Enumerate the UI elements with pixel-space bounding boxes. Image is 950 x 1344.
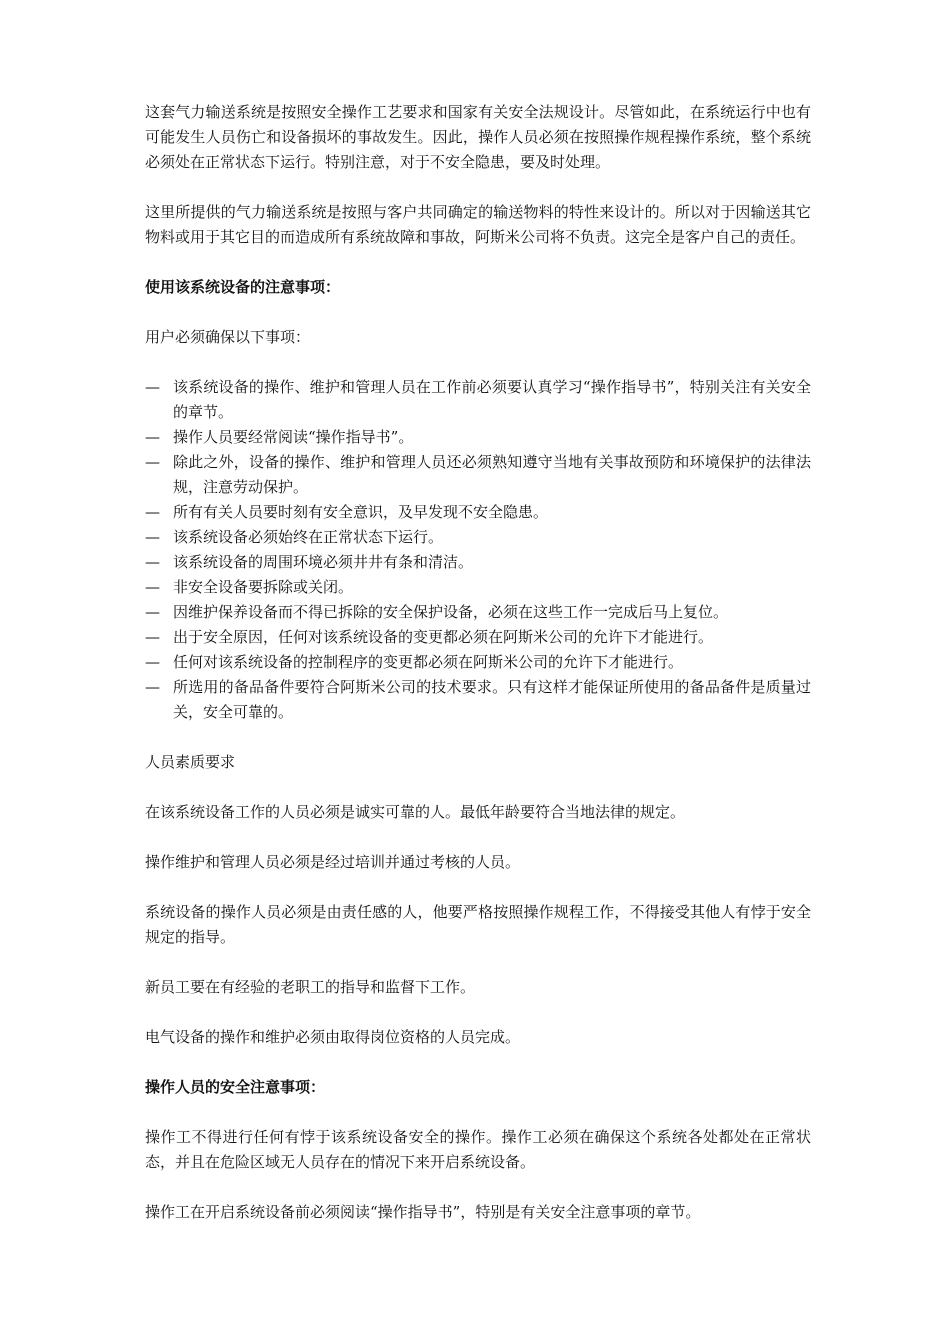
dash-bullet: — — [145, 553, 160, 571]
list-item-text: 该系统设备的操作、维护和管理人员在工作前必须要认真学习“操作指导书”，特别关注有关安全的章节。 — [173, 378, 811, 421]
list-item-text: 因维护保养设备而不得已拆除的安全保护设备，必须在这些工作一完成后马上复位。 — [173, 603, 729, 621]
section-heading-usage-notes: 使用该系统设备的注意事项： — [145, 278, 341, 296]
list-item-text: 除此之外，设备的操作、维护和管理人员还必须熟知遵守当地有关事故预防和环境保护的法律法规，注意劳动保护。 — [173, 453, 811, 496]
dash-bullet: — — [145, 678, 160, 696]
list-item — [145, 375, 811, 425]
operator-paragraph: 操作工不得进行任何有悖于该系统设备安全的操作。操作工必须在确保这个系统各处都处在正常状态，并且在危险区域无人员存在的情况下来开启系统设备。 — [145, 1128, 811, 1171]
document-page — [145, 100, 811, 1250]
list-item-text: 该系统设备的周围环境必须井井有条和清洁。 — [173, 553, 474, 571]
dash-bullet: — — [145, 378, 160, 396]
list-item-text: 非安全设备要拆除或关闭。 — [173, 578, 354, 596]
intro-paragraph-2: 这里所提供的气力输送系统是按照与客户共同确定的输送物料的特性来设计的。所以对于因输送其它物料或用于其它目的而造成所有系统故障和事故，阿斯米公司将不负责。这完全是客户自己的责任。 — [145, 203, 811, 246]
list-item — [145, 575, 811, 600]
dash-bullet: — — [145, 578, 160, 596]
intro-paragraph-1: 这套气力输送系统是按照安全操作工艺要求和国家有关安全法规设计。尽管如此，在系统运行中也有可能发生人员伤亡和设备损坏的事故发生。因此，操作人员必须在按照操作规程操作系统，整个系统必须处在正常状态下运行。特别注意，对于不安全隐患，要及时处理。 — [145, 103, 811, 171]
list-item-text: 操作人员要经常阅读“操作指导书”。 — [173, 428, 414, 446]
section-heading-personnel-requirements: 人员素质要求 — [145, 753, 236, 771]
personnel-paragraph: 操作维护和管理人员必须是经过培训并通过考核的人员。 — [145, 853, 521, 871]
list-item-text: 任何对该系统设备的控制程序的变更都必须在阿斯米公司的允许下才能进行。 — [173, 653, 684, 671]
list-item-text: 所有有关人员要时刻有安全意识，及早发现不安全隐患。 — [173, 503, 549, 521]
operator-paragraph: 操作工在开启系统设备前必须阅读“操作指导书”，特别是有关安全注意事项的章节。 — [145, 1203, 701, 1221]
list-item — [145, 425, 811, 450]
dash-bullet: — — [145, 503, 160, 521]
section-heading-operator-safety: 操作人员的安全注意事项： — [145, 1078, 326, 1096]
requirements-list — [145, 375, 811, 725]
list-item — [145, 500, 811, 525]
list-item — [145, 450, 811, 500]
dash-bullet: — — [145, 653, 160, 671]
personnel-paragraph: 电气设备的操作和维护必须由取得岗位资格的人员完成。 — [145, 1028, 521, 1046]
list-item-text: 出于安全原因，任何对该系统设备的变更都必须在阿斯米公司的允许下才能进行。 — [173, 628, 714, 646]
personnel-paragraph: 在该系统设备工作的人员必须是诚实可靠的人。最低年龄要符合当地法律的规定。 — [145, 803, 686, 821]
personnel-paragraph: 系统设备的操作人员必须是由责任感的人，他要严格按照操作规程工作，不得接受其他人有悖于安全规定的指导。 — [145, 903, 811, 946]
list-item-text: 该系统设备必须始终在正常状态下运行。 — [173, 528, 444, 546]
dash-bullet: — — [145, 453, 160, 471]
list-item — [145, 650, 811, 675]
dash-bullet: — — [145, 428, 160, 446]
list-item — [145, 600, 811, 625]
section-lead-text: 用户必须确保以下事项： — [145, 328, 311, 346]
list-item — [145, 675, 811, 725]
dash-bullet: — — [145, 603, 160, 621]
dash-bullet: — — [145, 528, 160, 546]
list-item — [145, 525, 811, 550]
list-item — [145, 550, 811, 575]
list-item-text: 所选用的备品备件要符合阿斯米公司的技术要求。只有这样才能保证所使用的备品备件是质量过关，安全可靠的。 — [173, 678, 811, 721]
personnel-paragraph: 新员工要在有经验的老职工的指导和监督下工作。 — [145, 978, 476, 996]
dash-bullet: — — [145, 628, 160, 646]
list-item — [145, 625, 811, 650]
